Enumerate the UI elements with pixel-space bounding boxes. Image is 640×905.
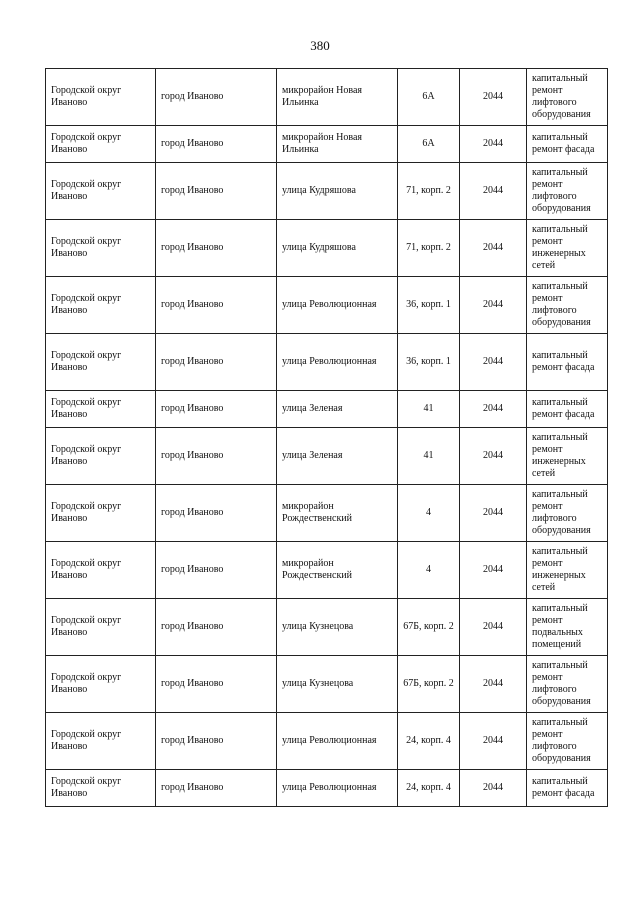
table-row bbox=[46, 69, 608, 126]
cell-okrug: Городской округ Иваново bbox=[46, 542, 156, 599]
cell-street: улица Кузнецова bbox=[277, 656, 398, 713]
cell-okrug: Городской округ Иваново bbox=[46, 656, 156, 713]
cell-work: капитальный ремонт лифтового оборудования bbox=[527, 277, 608, 334]
cell-street: микрорайон Новая Ильинка bbox=[277, 69, 398, 126]
cell-street: улица Зеленая bbox=[277, 428, 398, 485]
table-row bbox=[46, 334, 608, 391]
cell-work: капитальный ремонт лифтового оборудования bbox=[527, 485, 608, 542]
table-row bbox=[46, 126, 608, 163]
cell-year: 2044 bbox=[460, 391, 527, 428]
cell-house: 71, корп. 2 bbox=[398, 163, 460, 220]
cell-city: город Иваново bbox=[156, 391, 277, 428]
table-row bbox=[46, 542, 608, 599]
cell-okrug: Городской округ Иваново bbox=[46, 334, 156, 391]
cell-okrug: Городской округ Иваново bbox=[46, 485, 156, 542]
cell-work: капитальный ремонт инженерных сетей bbox=[527, 428, 608, 485]
cell-work: капитальный ремонт подвальных помещений bbox=[527, 599, 608, 656]
cell-city: город Иваново bbox=[156, 69, 277, 126]
cell-work: капитальный ремонт инженерных сетей bbox=[527, 220, 608, 277]
table-row bbox=[46, 770, 608, 807]
cell-house: 71, корп. 2 bbox=[398, 220, 460, 277]
cell-year: 2044 bbox=[460, 770, 527, 807]
cell-work: капитальный ремонт фасада bbox=[527, 391, 608, 428]
cell-year: 2044 bbox=[460, 126, 527, 163]
cell-work: капитальный ремонт фасада bbox=[527, 770, 608, 807]
table-row bbox=[46, 656, 608, 713]
cell-year: 2044 bbox=[460, 599, 527, 656]
cell-city: город Иваново bbox=[156, 599, 277, 656]
cell-year: 2044 bbox=[460, 656, 527, 713]
cell-work: капитальный ремонт лифтового оборудования bbox=[527, 713, 608, 770]
cell-house: 41 bbox=[398, 428, 460, 485]
table-row bbox=[46, 391, 608, 428]
cell-city: город Иваново bbox=[156, 428, 277, 485]
page-number: 380 bbox=[310, 38, 330, 53]
cell-house: 24, корп. 4 bbox=[398, 770, 460, 807]
cell-okrug: Городской округ Иваново bbox=[46, 220, 156, 277]
table-row bbox=[46, 163, 608, 220]
table-row bbox=[46, 277, 608, 334]
cell-okrug: Городской округ Иваново bbox=[46, 599, 156, 656]
cell-city: город Иваново bbox=[156, 163, 277, 220]
table-row bbox=[46, 220, 608, 277]
cell-year: 2044 bbox=[460, 713, 527, 770]
table-row bbox=[46, 713, 608, 770]
cell-okrug: Городской округ Иваново bbox=[46, 391, 156, 428]
cell-city: город Иваново bbox=[156, 656, 277, 713]
cell-street: улица Революционная bbox=[277, 277, 398, 334]
cell-street: микрорайон Новая Ильинка bbox=[277, 126, 398, 163]
cell-street: микрорайон Рождественский bbox=[277, 542, 398, 599]
cell-okrug: Городской округ Иваново bbox=[46, 770, 156, 807]
cell-house: 4 bbox=[398, 485, 460, 542]
cell-okrug: Городской округ Иваново bbox=[46, 126, 156, 163]
cell-street: улица Кузнецова bbox=[277, 599, 398, 656]
table-row bbox=[46, 599, 608, 656]
cell-work: капитальный ремонт инженерных сетей bbox=[527, 542, 608, 599]
cell-house: 24, корп. 4 bbox=[398, 713, 460, 770]
cell-work: капитальный ремонт фасада bbox=[527, 126, 608, 163]
cell-work: капитальный ремонт фасада bbox=[527, 334, 608, 391]
cell-work: капитальный ремонт лифтового оборудования bbox=[527, 163, 608, 220]
cell-street: микрорайон Рождественский bbox=[277, 485, 398, 542]
cell-okrug: Городской округ Иваново bbox=[46, 277, 156, 334]
cell-year: 2044 bbox=[460, 485, 527, 542]
cell-house: 41 bbox=[398, 391, 460, 428]
cell-house: 67Б, корп. 2 bbox=[398, 599, 460, 656]
cell-city: город Иваново bbox=[156, 277, 277, 334]
cell-year: 2044 bbox=[460, 428, 527, 485]
cell-street: улица Кудряшова bbox=[277, 220, 398, 277]
table-row bbox=[46, 485, 608, 542]
cell-house: 6А bbox=[398, 69, 460, 126]
cell-okrug: Городской округ Иваново bbox=[46, 713, 156, 770]
table-row bbox=[46, 428, 608, 485]
cell-house: 67Б, корп. 2 bbox=[398, 656, 460, 713]
cell-house: 4 bbox=[398, 542, 460, 599]
cell-year: 2044 bbox=[460, 220, 527, 277]
cell-city: город Иваново bbox=[156, 770, 277, 807]
cell-city: город Иваново bbox=[156, 334, 277, 391]
cell-year: 2044 bbox=[460, 163, 527, 220]
cell-city: город Иваново bbox=[156, 485, 277, 542]
cell-okrug: Городской округ Иваново bbox=[46, 163, 156, 220]
cell-house: 36, корп. 1 bbox=[398, 277, 460, 334]
cell-city: город Иваново bbox=[156, 126, 277, 163]
cell-okrug: Городской округ Иваново bbox=[46, 428, 156, 485]
cell-house: 36, корп. 1 bbox=[398, 334, 460, 391]
cell-street: улица Зеленая bbox=[277, 391, 398, 428]
cell-house: 6А bbox=[398, 126, 460, 163]
cell-street: улица Революционная bbox=[277, 770, 398, 807]
cell-work: капитальный ремонт лифтового оборудования bbox=[527, 69, 608, 126]
cell-okrug: Городской округ Иваново bbox=[46, 69, 156, 126]
cell-city: город Иваново bbox=[156, 713, 277, 770]
cell-city: город Иваново bbox=[156, 542, 277, 599]
cell-street: улица Революционная bbox=[277, 334, 398, 391]
cell-year: 2044 bbox=[460, 277, 527, 334]
cell-year: 2044 bbox=[460, 542, 527, 599]
cell-year: 2044 bbox=[460, 69, 527, 126]
cell-street: улица Кудряшова bbox=[277, 163, 398, 220]
cell-city: город Иваново bbox=[156, 220, 277, 277]
repair-schedule-table bbox=[45, 68, 608, 807]
cell-work: капитальный ремонт лифтового оборудования bbox=[527, 656, 608, 713]
cell-year: 2044 bbox=[460, 334, 527, 391]
cell-street: улица Революционная bbox=[277, 713, 398, 770]
